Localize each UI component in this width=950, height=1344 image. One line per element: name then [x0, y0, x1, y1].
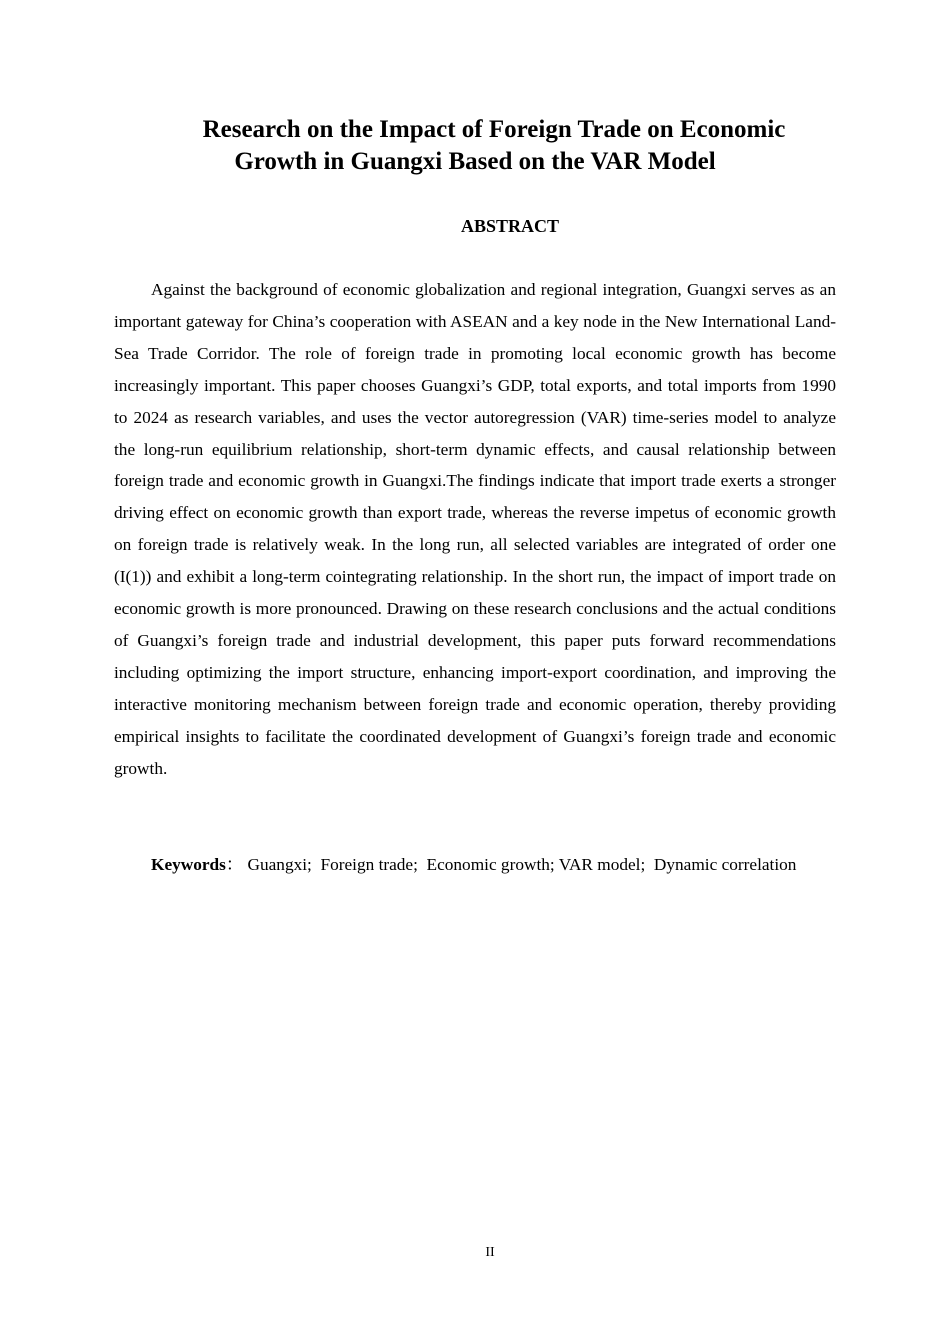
abstract-heading: ABSTRACT [460, 216, 560, 236]
keywords-separator: ： [225, 855, 244, 874]
keyword-item: Guangxi; [247, 855, 312, 874]
keyword-item: Economic growth; VAR model; [426, 855, 646, 874]
paper-title [0, 114, 950, 178]
paper-title-line-1: Research on the Impact of Foreign Trade on Economic [202, 116, 786, 143]
paper-title-line-2: Growth in Guangxi Based on the VAR Model [234, 148, 716, 175]
keywords-label: Keywords [151, 855, 226, 874]
keyword-item: Dynamic correlation [653, 855, 797, 874]
page-number: II [485, 1245, 495, 1260]
keywords-line [114, 849, 836, 881]
keyword-item: Foreign trade; [320, 855, 418, 874]
abstract-body: Against the background of economic globalization and regional integration, Guangxi serves as an important gateway for China’s cooperation with ASEAN and a key node in the New International Land-Sea Trade Corridor. The role of foreign trade in promoting local economic growth has become increasingly important. This paper chooses Guangxi’s GDP, total exports, and total imports from 1990 to 2024 as research variables, and uses the vector autoregression (VAR) time-series model to analyze the long-run equilibrium relationship, short-term dynamic effects, and causal relationship between foreign trade and economic growth in Guangxi.The findings indicate that import trade exerts a stronger driving effect on economic growth than export trade, whereas the reverse impetus of economic growth on foreign trade is relatively weak. In the long run, all selected variables are integrated of order one (I(1)) and exhibit a long-term cointegrating relationship. In the short run, the impact of import trade on economic growth is more pronounced. Drawing on these research conclusions and the actual conditions of Guangxi’s foreign trade and industrial development, this paper puts forward recommendations including optimizing the import structure, enhancing import-export coordination, and improving the interactive monitoring mechanism between foreign trade and economic operation, thereby providing empirical insights to facilitate the coordinated development of Guangxi’s foreign trade and economic growth. [114, 280, 836, 778]
